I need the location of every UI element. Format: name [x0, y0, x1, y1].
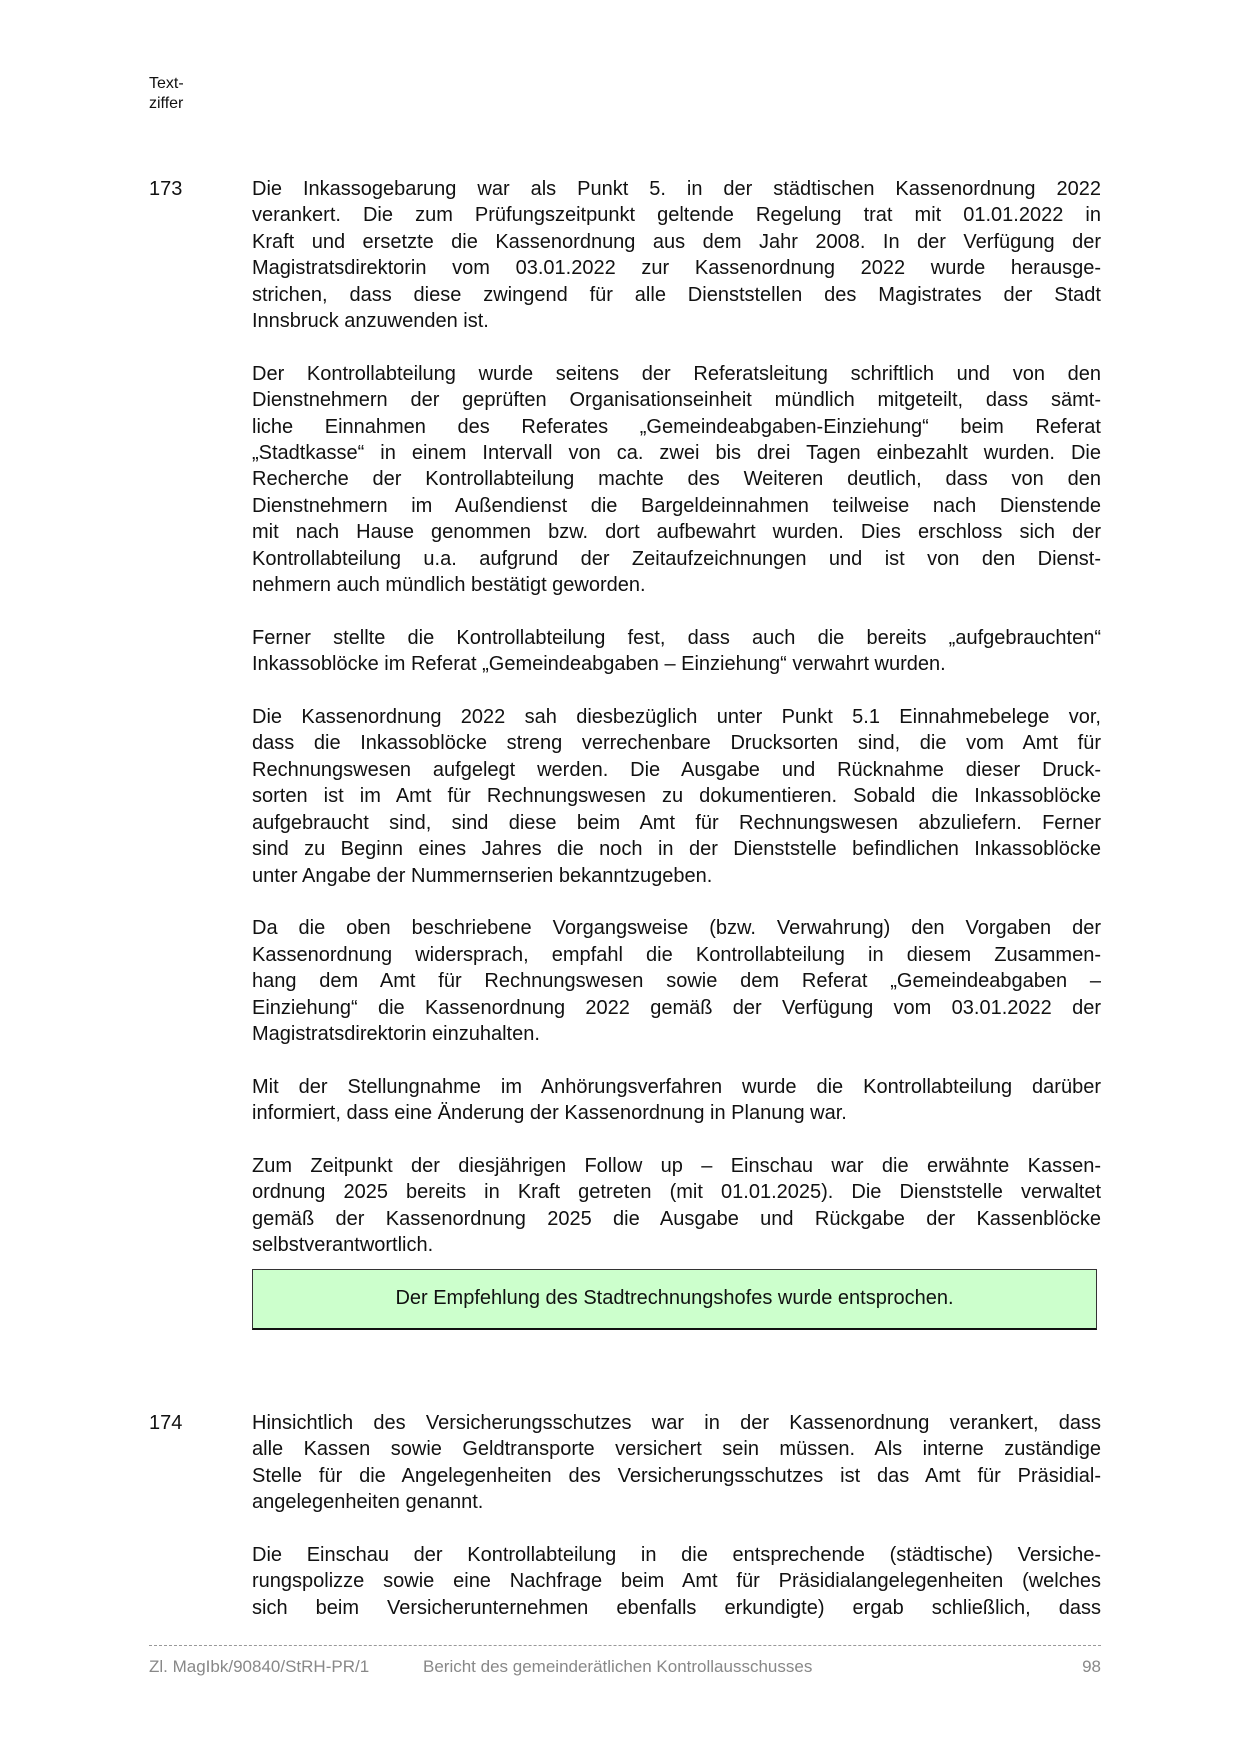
text-line: Magistratsdirektorin einzuhalten.	[252, 1022, 540, 1045]
text-line: Einziehung“ die Kassenordnung 2022 gemäß der Verfügung vom 03.01.2022 der	[252, 996, 1101, 1019]
paragraph	[252, 176, 1101, 334]
text-line: aufgebraucht sind, sind diese beim Amt für Rechnungswesen abzuliefern. Ferner	[252, 811, 1101, 834]
text-line: mit nach Hause genommen bzw. dort aufbewahrt wurden. Dies erschloss sich der	[252, 521, 1101, 544]
text-line: nehmern auch mündlich bestätigt geworden.	[252, 574, 646, 597]
footer-reference: Zl. MagIbk/90840/StRH-PR/1	[149, 1657, 370, 1676]
paragraph	[252, 915, 1101, 1047]
text-line: verankert. Die zum Prüfungszeitpunkt geltende Regelung trat mit 01.01.2022 in	[252, 204, 1101, 227]
text-line: liche Einnahmen des Referates „Gemeindeabgaben-Einziehung“ beim Referat	[252, 415, 1101, 438]
text-line: Zum Zeitpunkt der diesjährigen Follow up – Einschau war die erwähnte Kassen-	[252, 1154, 1101, 1177]
text-line: Dienstnehmern im Außendienst die Bargeldeinnahmen teilweise nach Dienstende	[252, 494, 1101, 517]
section-173	[149, 176, 1101, 1330]
text-line: informiert, dass eine Änderung der Kassenordnung in Planung war.	[252, 1102, 847, 1125]
footer-title: Bericht des gemeinderätlichen Kontrollausschusses	[423, 1657, 813, 1676]
text-line: unter Angabe der Nummernserien bekanntzugeben.	[252, 864, 713, 887]
text-line: Die Einschau der Kontrollabteilung in die entsprechende (städtische) Versiche-	[252, 1544, 1101, 1567]
text-line: hang dem Amt für Rechnungswesen sowie dem Referat „Gemeindeabgaben –	[252, 970, 1101, 993]
text-line: Kassenordnung widersprach, empfahl die Kontrollabteilung in diesem Zusammen-	[252, 943, 1101, 966]
paragraph	[252, 625, 1101, 678]
paragraph	[252, 1153, 1101, 1259]
section-body	[252, 176, 1101, 1330]
section-number: 173	[149, 178, 183, 200]
footer-divider	[149, 1645, 1101, 1646]
text-line: Rechnungswesen aufgelegt werden. Die Ausgabe und Rücknahme dieser Druck-	[252, 758, 1101, 781]
section-174	[149, 1410, 1101, 1648]
text-line: dass die Inkassoblöcke streng verrechenbare Drucksorten sind, die vom Amt für	[252, 732, 1101, 755]
text-line: sind zu Beginn eines Jahres die noch in der Dienststelle befindlichen Inkassoblöcke	[252, 838, 1101, 861]
paragraph	[252, 1074, 1101, 1127]
text-line: Ferner stellte die Kontrollabteilung fest, dass auch die bereits „aufgebrauchten“	[252, 626, 1101, 649]
text-line: Dienstnehmern der geprüften Organisationseinheit mündlich mitgeteilt, dass sämt-	[252, 389, 1101, 412]
text-line: alle Kassen sowie Geldtransporte versichert sein müssen. Als interne zuständige	[252, 1438, 1101, 1461]
text-line: Innsbruck anzuwenden ist.	[252, 310, 489, 333]
text-line: Kraft und ersetzte die Kassenordnung aus dem Jahr 2008. In der Verfügung der	[252, 230, 1101, 253]
text-line: sorten ist im Amt für Rechnungswesen zu dokumentieren. Sobald die Inkassoblöcke	[252, 785, 1101, 808]
text-line: Der Kontrollabteilung wurde seitens der Referatsleitung schriftlich und von den	[252, 362, 1101, 385]
margin-header-line: ziffer	[149, 95, 184, 112]
text-line: Recherche der Kontrollabteilung machte des Weiteren deutlich, dass von den	[252, 468, 1101, 491]
text-line: Stelle für die Angelegenheiten des Versicherungsschutzes ist das Amt für Präsidial-	[252, 1464, 1101, 1487]
text-line: Da die oben beschriebene Vorgangsweise (bzw. Verwahrung) den Vorgaben der	[252, 917, 1101, 940]
text-line: strichen, dass diese zwingend für alle Dienststellen des Magistrates der Stadt	[252, 283, 1101, 306]
text-line: sich beim Versicherunternehmen ebenfalls erkundigte) ergab schließlich, dass	[252, 1596, 1101, 1619]
page-number: 98	[1082, 1657, 1101, 1676]
text-line: Mit der Stellungnahme im Anhörungsverfahren wurde die Kontrollabteilung darüber	[252, 1075, 1101, 1098]
text-line: rungspolizze sowie eine Nachfrage beim Amt für Präsidialangelegenheiten (welches	[252, 1570, 1101, 1593]
text-line: Hinsichtlich des Versicherungsschutzes war in der Kassenordnung verankert, dass	[252, 1412, 1101, 1434]
text-line: Magistratsdirektorin vom 03.01.2022 zur Kassenordnung 2022 wurde herausge-	[252, 257, 1101, 280]
section-number: 174	[149, 1412, 183, 1434]
text-line: Kontrollabteilung u.a. aufgrund der Zeitaufzeichnungen und ist von den Dienst-	[252, 547, 1101, 570]
text-line: angelegenheiten genannt.	[252, 1491, 484, 1514]
paragraph	[252, 1410, 1101, 1516]
text-line: selbstverantwortlich.	[252, 1234, 434, 1257]
text-line: „Stadtkasse“ in einem Intervall von ca. zwei bis drei Tagen einbezahlt wurden. Die	[252, 442, 1101, 465]
text-line: gemäß der Kassenordnung 2025 die Ausgabe und Rückgabe der Kassenblöcke	[252, 1207, 1101, 1230]
section-body	[252, 1410, 1101, 1621]
verdict-box: Der Empfehlung des Stadtrechnungshofes wurde entsprochen.	[252, 1269, 1097, 1330]
text-line: Die Inkassogebarung war als Punkt 5. in der städtischen Kassenordnung 2022	[252, 178, 1101, 200]
text-line: Die Kassenordnung 2022 sah diesbezüglich unter Punkt 5.1 Einnahmebelege vor,	[252, 706, 1101, 729]
paragraph	[252, 1542, 1101, 1621]
paragraph	[252, 361, 1101, 599]
text-line: Inkassoblöcke im Referat „Gemeindeabgaben – Einziehung“ verwahrt wurden.	[252, 653, 946, 676]
text-line: ordnung 2025 bereits in Kraft getreten (mit 01.01.2025). Die Dienststelle verwaltet	[252, 1181, 1101, 1204]
paragraph	[252, 704, 1101, 889]
margin-header	[149, 74, 184, 114]
margin-header-line: Text-	[149, 75, 184, 92]
